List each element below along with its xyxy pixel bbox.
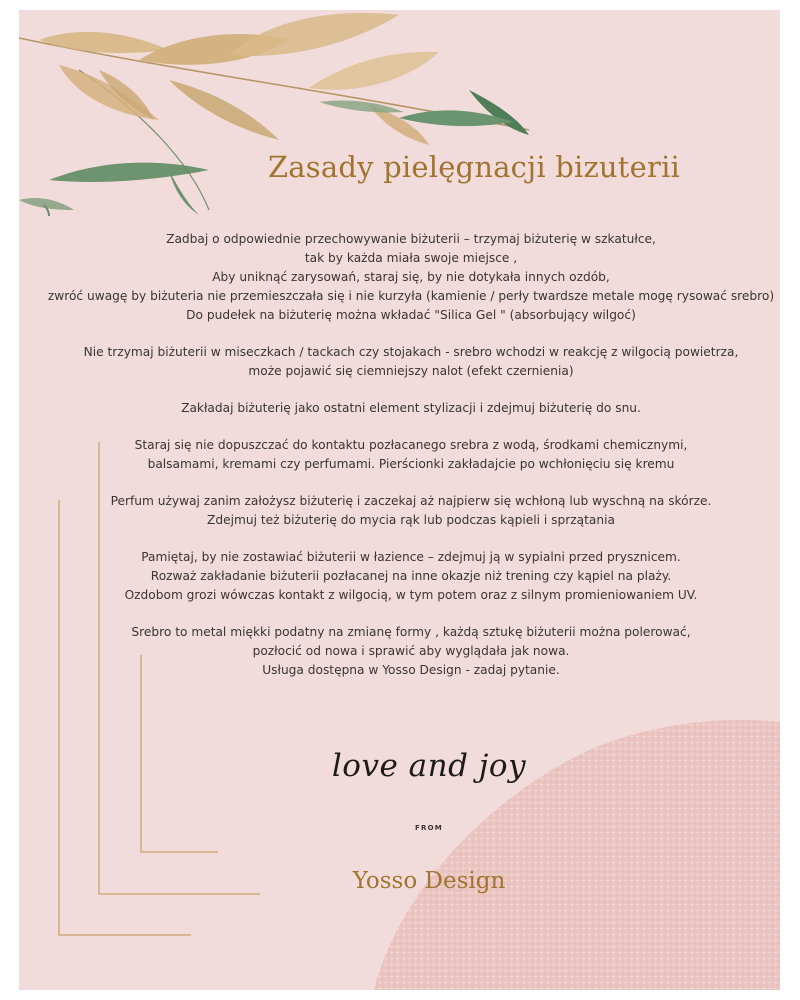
text-line: Zadbaj o odpowiednie przechowywanie biżuterii – trzymaj biżuterię w szkatułce,	[166, 232, 656, 246]
from-label: FROM	[415, 824, 443, 832]
text-line: Ozdobom grozi wówczas kontakt z wilgocią, w tym potem oraz z silnym promieniowaniem UV.	[124, 588, 698, 602]
paragraph	[41, 230, 780, 325]
text-line: Srebro to metal miękki podatny na zmianę formy , każdą sztukę biżuterii można polerować,	[131, 625, 691, 639]
paragraph	[41, 623, 780, 680]
paragraph	[41, 436, 780, 474]
paragraph	[41, 548, 780, 605]
leaf-branch-decoration-icon	[19, 13, 529, 216]
text-line: balsamami, kremami czy perfumami. Pierścionki zakładajcie po wchłonięciu się kremu	[147, 457, 675, 471]
signature-text: love and joy	[331, 748, 527, 784]
paragraph	[41, 399, 780, 418]
text-line: Zakładaj biżuterię jako ostatni element stylizacji i zdejmuj biżuterię do snu.	[181, 401, 641, 415]
care-instructions	[41, 230, 780, 698]
text-line: tak by każda miała swoje miejsce ,	[304, 251, 518, 265]
page-title: Zasady pielęgnacji bizuterii	[267, 150, 681, 184]
care-guide-card	[19, 10, 780, 990]
text-line: Aby uniknąć zarysowań, staraj się, by nie dotykała innych ozdób,	[212, 270, 610, 284]
text-line: Usługa dostępna w Yosso Design - zadaj pytanie.	[262, 663, 560, 677]
text-line: Staraj się nie dopuszczać do kontaktu pozłacanego srebra z wodą, środkami chemicznymi,	[134, 438, 688, 452]
text-line: może pojawić się ciemniejszy nalot (efekt czernienia)	[248, 364, 574, 378]
text-line: Perfum używaj zanim założysz biżuterię i zaczekaj aż najpierw się wchłoną lub wyschną na skórze.	[110, 494, 712, 508]
text-line: pozłocić od nowa i sprawić aby wyglądała jak nowa.	[252, 644, 570, 658]
text-line: Do pudełek na biżuterię można wkładać "Silica Gel " (absorbujący wilgoć)	[186, 308, 636, 322]
text-line: zwróć uwagę by biżuteria nie przemieszczała się i nie kurzyła (kamienie / perły twardsze metale mogę rysować srebro)	[47, 289, 775, 303]
paragraph	[41, 492, 780, 530]
text-line: Pamiętaj, by nie zostawiać biżuterii w łazience – zdejmuj ją w sypialni przed prysznicem.	[141, 550, 681, 564]
text-line: Rozważ zakładanie biżuterii pozłacanej na inne okazje niż trening czy kąpiel na plaży.	[150, 569, 672, 583]
text-line: Zdejmuj też biżuterię do mycia rąk lub podczas kąpieli i sprzątania	[207, 513, 615, 527]
brand-name: Yosso Design	[352, 868, 506, 894]
paragraph	[41, 343, 780, 381]
text-line: Nie trzymaj biżuterii w miseczkach / tackach czy stojakach - srebro wchodzi w reakcję z wilgocią powietrza,	[83, 345, 739, 359]
